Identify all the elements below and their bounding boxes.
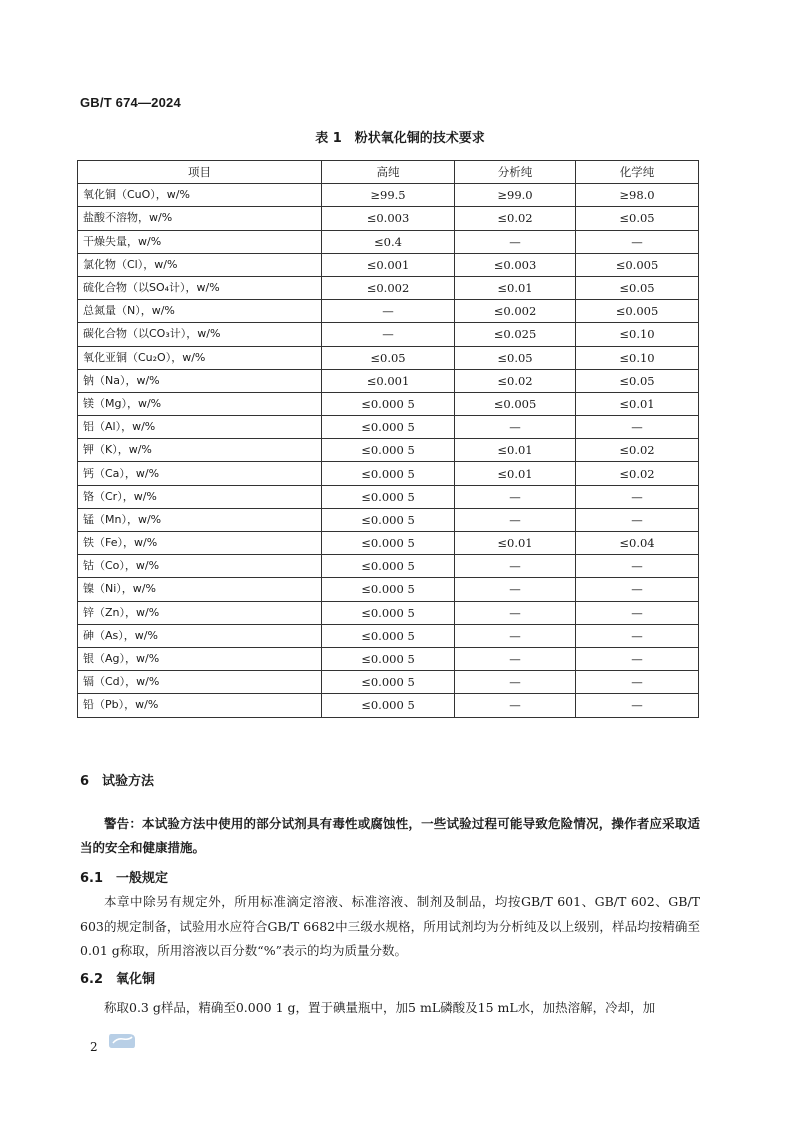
huaxue-value-cell: ≤0.10 — [576, 346, 699, 369]
fenxi-value-cell: ≤0.002 — [455, 300, 576, 323]
standard-code: GB/T 674—2024 — [80, 95, 181, 110]
warning-text: 警告：本试验方法中使用的部分试剂具有毒性或腐蚀性，一些试验过程可能导致危险情况，操作者应采取适当的安全和健康措施。 — [80, 816, 700, 855]
row-item-cell: 钴（Co），w/% — [78, 555, 322, 578]
gaochun-value-cell: ≤0.000 5 — [322, 439, 455, 462]
table-row — [78, 184, 699, 207]
fenxi-value-cell: ≤0.01 — [455, 439, 576, 462]
huaxue-value-cell: ≤0.005 — [576, 253, 699, 276]
table-row — [78, 601, 699, 624]
row-item-cell: 铁（Fe），w/% — [78, 532, 322, 555]
table-row — [78, 694, 699, 717]
table-row — [78, 276, 699, 299]
sac-logo-icon — [107, 1031, 137, 1051]
gaochun-value-cell: ≤0.4 — [322, 230, 455, 253]
table-row — [78, 532, 699, 555]
fenxi-value-cell: — — [455, 601, 576, 624]
gaochun-value-cell: ≤0.002 — [322, 276, 455, 299]
fenxi-value-cell: — — [455, 555, 576, 578]
table-row — [78, 578, 699, 601]
page-number: 2 — [90, 1040, 98, 1054]
gaochun-value-cell: ≤0.001 — [322, 253, 455, 276]
huaxue-value-cell: ≥98.0 — [576, 184, 699, 207]
section-6-1-text: 本章中除另有规定外，所用标准滴定溶液、标准溶液、制剂及制品，均按GB/T 601、GB/T 602、GB/T 603的规定制备，试验用水应符合GB/T 6682中三级水规格，所用试剂均为分析纯及以上级别，样品均按精确至0.01 g称取，所用溶液以百分数“%”表示的均为质量分数。 — [80, 894, 700, 958]
gaochun-value-cell: ≤0.000 5 — [322, 601, 455, 624]
huaxue-value-cell: ≤0.10 — [576, 323, 699, 346]
fenxi-value-cell: ≤0.02 — [455, 369, 576, 392]
section-6-heading: 6 试验方法 — [80, 774, 155, 789]
table-row — [78, 485, 699, 508]
row-item-cell: 氧化铜（CuO），w/% — [78, 184, 322, 207]
row-item-cell: 铝（Al），w/% — [78, 416, 322, 439]
fenxi-value-cell: — — [455, 624, 576, 647]
huaxue-value-cell: — — [576, 416, 699, 439]
gaochun-value-cell: ≥99.5 — [322, 184, 455, 207]
gaochun-value-cell: ≤0.000 5 — [322, 694, 455, 717]
fenxi-value-cell: ≥99.0 — [455, 184, 576, 207]
spec-table — [77, 160, 699, 718]
fenxi-value-cell: ≤0.01 — [455, 462, 576, 485]
fenxi-value-cell: — — [455, 694, 576, 717]
huaxue-value-cell: — — [576, 647, 699, 670]
huaxue-value-cell: — — [576, 624, 699, 647]
table-row — [78, 392, 699, 415]
gaochun-value-cell: ≤0.003 — [322, 207, 455, 230]
table-body — [78, 184, 699, 717]
table-row — [78, 300, 699, 323]
gaochun-value-cell: ≤0.000 5 — [322, 555, 455, 578]
fenxi-value-cell: ≤0.025 — [455, 323, 576, 346]
row-item-cell: 盐酸不溶物，w/% — [78, 207, 322, 230]
table-row — [78, 671, 699, 694]
fenxi-value-cell: — — [455, 578, 576, 601]
huaxue-value-cell: ≤0.05 — [576, 276, 699, 299]
fenxi-value-cell: ≤0.003 — [455, 253, 576, 276]
row-item-cell: 镍（Ni），w/% — [78, 578, 322, 601]
gaochun-value-cell: ≤0.001 — [322, 369, 455, 392]
table-row — [78, 207, 699, 230]
table-row — [78, 439, 699, 462]
huaxue-value-cell: — — [576, 694, 699, 717]
table-row — [78, 508, 699, 531]
gaochun-value-cell: ≤0.05 — [322, 346, 455, 369]
row-item-cell: 镁（Mg），w/% — [78, 392, 322, 415]
row-item-cell: 钠（Na），w/% — [78, 369, 322, 392]
row-item-cell: 砷（As），w/% — [78, 624, 322, 647]
row-item-cell: 干燥失量，w/% — [78, 230, 322, 253]
table-row — [78, 230, 699, 253]
gaochun-value-cell: ≤0.000 5 — [322, 485, 455, 508]
fenxi-value-cell: — — [455, 647, 576, 670]
table-title: 表 1 粉状氧化铜的技术要求 — [315, 131, 485, 146]
table-row — [78, 416, 699, 439]
table-row — [78, 369, 699, 392]
fenxi-value-cell: ≤0.02 — [455, 207, 576, 230]
fenxi-value-cell: — — [455, 671, 576, 694]
table-row — [78, 624, 699, 647]
huaxue-value-cell: — — [576, 578, 699, 601]
row-item-cell: 银（Ag），w/% — [78, 647, 322, 670]
table-row — [78, 555, 699, 578]
fenxi-value-cell: — — [455, 416, 576, 439]
table-row — [78, 253, 699, 276]
gaochun-value-cell: — — [322, 300, 455, 323]
huaxue-value-cell: — — [576, 485, 699, 508]
fenxi-value-cell: ≤0.05 — [455, 346, 576, 369]
table-row — [78, 647, 699, 670]
row-item-cell: 碳化合物（以CO₃计），w/% — [78, 323, 322, 346]
row-item-cell: 铅（Pb），w/% — [78, 694, 322, 717]
gaochun-value-cell: ≤0.000 5 — [322, 624, 455, 647]
fenxi-value-cell: — — [455, 230, 576, 253]
huaxue-value-cell: ≤0.05 — [576, 207, 699, 230]
gaochun-value-cell: ≤0.000 5 — [322, 671, 455, 694]
gaochun-value-cell: ≤0.000 5 — [322, 416, 455, 439]
row-item-cell: 镉（Cd），w/% — [78, 671, 322, 694]
gaochun-value-cell: ≤0.000 5 — [322, 462, 455, 485]
table-row — [78, 346, 699, 369]
row-item-cell: 铬（Cr），w/% — [78, 485, 322, 508]
column-header-huaxue: 化学纯 — [576, 161, 699, 184]
row-item-cell: 锰（Mn），w/% — [78, 508, 322, 531]
row-item-cell: 硫化合物（以SO₄计），w/% — [78, 276, 322, 299]
huaxue-value-cell: ≤0.02 — [576, 462, 699, 485]
column-header-item: 项目 — [78, 161, 322, 184]
fenxi-value-cell: ≤0.01 — [455, 276, 576, 299]
fenxi-value-cell: — — [455, 485, 576, 508]
huaxue-value-cell: ≤0.005 — [576, 300, 699, 323]
row-item-cell: 氧化亚铜（Cu₂O），w/% — [78, 346, 322, 369]
section-6-1-heading: 6.1 一般规定 — [80, 871, 169, 886]
huaxue-value-cell: — — [576, 230, 699, 253]
gaochun-value-cell: ≤0.000 5 — [322, 392, 455, 415]
huaxue-value-cell: — — [576, 555, 699, 578]
fenxi-value-cell: ≤0.005 — [455, 392, 576, 415]
column-header-fenxi: 分析纯 — [455, 161, 576, 184]
huaxue-value-cell: ≤0.02 — [576, 439, 699, 462]
fenxi-value-cell: — — [455, 508, 576, 531]
row-item-cell: 总氮量（N），w/% — [78, 300, 322, 323]
gaochun-value-cell: ≤0.000 5 — [322, 578, 455, 601]
table-header-row — [78, 161, 699, 184]
row-item-cell: 锌（Zn），w/% — [78, 601, 322, 624]
huaxue-value-cell: ≤0.04 — [576, 532, 699, 555]
gaochun-value-cell: — — [322, 323, 455, 346]
gaochun-value-cell: ≤0.000 5 — [322, 532, 455, 555]
section-6-2-text: 称取0.3 g样品，精确至0.000 1 g，置于碘量瓶中，加5 mL磷酸及15 mL水，加热溶解，冷却，加 — [104, 1000, 656, 1015]
gaochun-value-cell: ≤0.000 5 — [322, 647, 455, 670]
row-item-cell: 钾（K），w/% — [78, 439, 322, 462]
column-header-gaochun: 高纯 — [322, 161, 455, 184]
huaxue-value-cell: ≤0.05 — [576, 369, 699, 392]
fenxi-value-cell: ≤0.01 — [455, 532, 576, 555]
table-row — [78, 462, 699, 485]
huaxue-value-cell: — — [576, 508, 699, 531]
row-item-cell: 氯化物（Cl），w/% — [78, 253, 322, 276]
huaxue-value-cell: — — [576, 601, 699, 624]
huaxue-value-cell: ≤0.01 — [576, 392, 699, 415]
table-row — [78, 323, 699, 346]
gaochun-value-cell: ≤0.000 5 — [322, 508, 455, 531]
section-6-2-heading: 6.2 氧化铜 — [80, 972, 156, 987]
huaxue-value-cell: — — [576, 671, 699, 694]
row-item-cell: 钙（Ca），w/% — [78, 462, 322, 485]
